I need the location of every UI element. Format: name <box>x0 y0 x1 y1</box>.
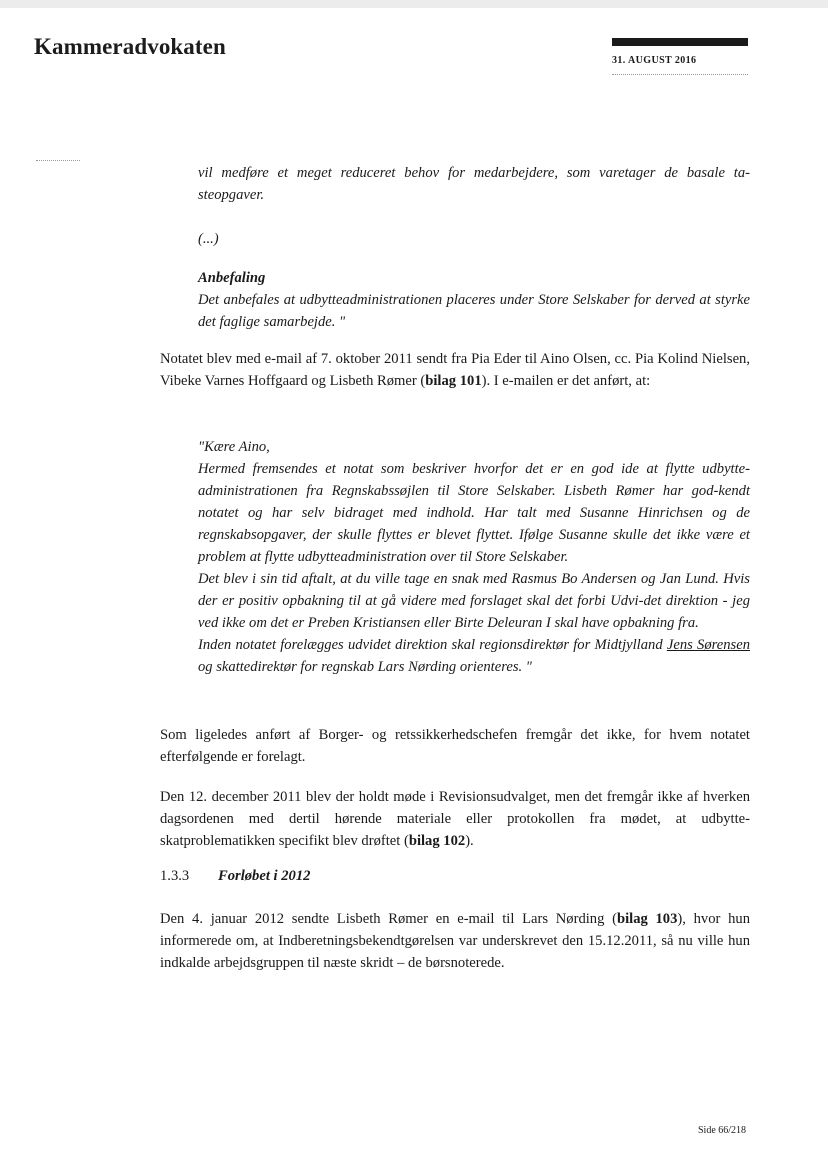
paragraph-1-text: Notatet blev med e-mail af 7. oktober 2011 sendt fra Pia Eder til Aino Olsen, cc. Pia Kolind Nielsen, Vibeke Varnes Hoffgaard og Lisbeth Rømer ( <box>160 351 750 389</box>
header-divider <box>612 74 748 75</box>
paragraph-3-text: Den 12. december 2011 blev der holdt møde i Revisionsudvalget, men det fremgår ikke af hverken dagsordenen med dertil hørende materiale eller protokollen fra mødet, at udbytte-skatproblematikken specifikt blev drøftet ( <box>160 789 750 849</box>
page-number: Side 66/218 <box>698 1125 747 1136</box>
quote-ellipsis: (...) <box>198 231 219 247</box>
email-paragraph-1: Hermed fremsendes et notat som beskriver hvorfor det er en god ide at flytte udbytte-administrationen fra Regnskabssøjlen til Store Selskaber. Lisbeth Rømer har god-kendt notatet og har selv bidraget med indhold. Har talt med Susanne Hinrichsen og de regnskabsopgaver, der skulle flyttes er blevet flyttet. Ifølge Susanne skulle det ikke være et problem at flytte udbytteadministration over til Store Selskaber. <box>198 461 750 565</box>
paragraph-4-tail: ), hvor hun informerede om, at Indberetningsbekendtgørelsen var underskrevet den 15.12.2011, så nu ville hun indkalde arbejdsgruppen til næste skridt – de børsnoterede. <box>160 911 750 971</box>
section-heading <box>160 868 310 885</box>
section-title: Forløbet i 2012 <box>218 868 311 884</box>
paragraph-1-tail: ). I e-mailen er det anført, at: <box>481 373 651 389</box>
quote-heading: Anbefaling <box>198 270 266 286</box>
email-paragraph-2: Det blev i sin tid aftalt, at du ville tage en snak med Rasmus Bo Andersen og Jan Lund. Hvis der er positiv opbakning til at gå videre med forslaget skal det forbi Udvi-det direktion - jeg ved ikke om det er Preben Kristiansen eller Birte Deleuran I skal have opbakning fra. <box>198 571 750 631</box>
paragraph-3 <box>160 786 750 852</box>
email-greeting: "Kære Aino, <box>198 439 270 455</box>
bilag-101-ref: bilag 101 <box>425 373 482 389</box>
paragraph-2: Som ligeledes anført af Borger- og retssikkerhedschefen fremgår det ikke, for hvem notatet efterfølgende er forelagt. <box>160 727 750 765</box>
quote-block-2 <box>198 436 750 678</box>
section-number: 1.3.3 <box>160 868 190 884</box>
brand-title: Kammeradvokaten <box>34 34 226 59</box>
paragraph-4-text: Den 4. januar 2012 sendte Lisbeth Rømer en e-mail til Lars Nørding ( <box>160 911 617 927</box>
paragraph-1 <box>160 348 750 392</box>
quote-paragraph: Det anbefales at udbytteadministrationen placeres under Store Selskaber for derved at styrke det faglige samarbejde. " <box>198 292 750 330</box>
scan-edge <box>0 0 828 8</box>
paragraph-4 <box>160 908 750 974</box>
quote-line-1: vil medføre et meget reduceret behov for medarbejdere, som varetager de basale ta- <box>198 165 750 181</box>
quote-line-2: steopgaver. <box>198 187 265 203</box>
margin-divider <box>36 160 80 161</box>
email-paragraph-3-tail: og skattedirektør for regnskab Lars Nørding orienteres. " <box>198 659 532 675</box>
underlined-name: Jens Sørensen <box>666 637 750 653</box>
bilag-103-ref: bilag 103 <box>616 911 678 927</box>
bilag-102-ref: bilag 102 <box>408 833 466 849</box>
quote-block-1 <box>198 162 750 206</box>
email-paragraph-3: Inden notatet forelægges udvidet direktion skal regionsdirektør for Midtjylland <box>198 637 667 653</box>
paragraph-3-tail: ). <box>465 833 474 849</box>
header-date: 31. AUGUST 2016 <box>612 55 697 66</box>
header-bar <box>612 38 748 46</box>
